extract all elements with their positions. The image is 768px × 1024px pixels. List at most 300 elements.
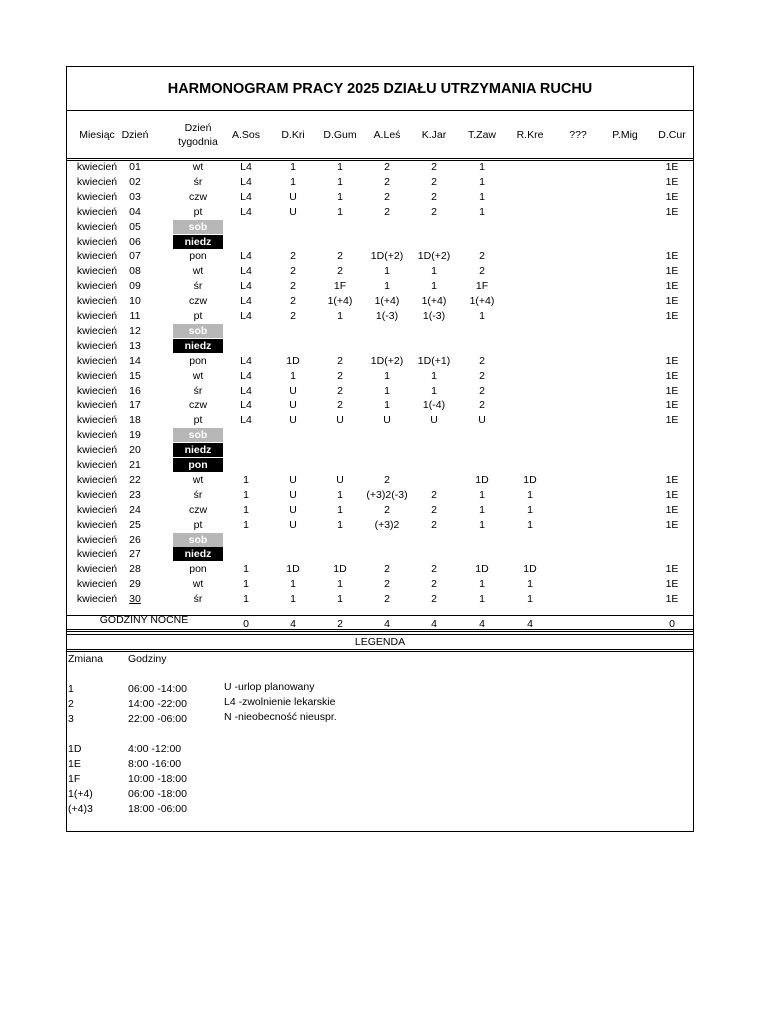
header-7: K.Jar bbox=[421, 129, 447, 141]
weekday-cell: wt bbox=[192, 578, 204, 591]
shift-cell: 1 bbox=[384, 280, 390, 293]
table-row bbox=[67, 205, 693, 220]
shift-cell: 2 bbox=[290, 280, 296, 293]
header-10: ??? bbox=[569, 129, 587, 141]
day-cell: 29 bbox=[129, 578, 141, 591]
table-row bbox=[67, 458, 693, 473]
day-cell: 27 bbox=[129, 548, 141, 561]
shift-cell: U bbox=[430, 414, 438, 427]
weekend-day-cell: niedz bbox=[173, 235, 223, 249]
table-row bbox=[67, 354, 693, 369]
shift-cell: 2 bbox=[479, 354, 485, 367]
shift-cell: 2 bbox=[431, 190, 437, 203]
month-cell: kwiecień bbox=[76, 161, 118, 173]
shift-cell: L4 bbox=[240, 205, 252, 218]
legend-absence-code: N -nieobecność nieuspr. bbox=[224, 711, 337, 723]
day-cell: 13 bbox=[129, 339, 141, 352]
day-cell: 17 bbox=[129, 399, 141, 412]
shift-cell: 1D bbox=[523, 563, 537, 576]
shift-cell: L4 bbox=[240, 190, 252, 203]
shift-cell: 1D(+2) bbox=[417, 250, 451, 263]
shift-cell: 2 bbox=[431, 518, 437, 531]
month-cell: kwiecień bbox=[76, 503, 118, 516]
shift-cell: U bbox=[289, 518, 297, 531]
shift-cell: 1 bbox=[431, 384, 437, 397]
header-11: P.Mig bbox=[612, 129, 638, 141]
shift-cell: L4 bbox=[240, 265, 252, 278]
header-4: D.Kri bbox=[281, 129, 305, 141]
shift-cell: U bbox=[336, 473, 344, 486]
shift-cell: 1 bbox=[479, 518, 485, 531]
day-cell: 10 bbox=[129, 295, 141, 308]
weekend-day-cell: niedz bbox=[173, 547, 223, 561]
shift-cell: 2 bbox=[384, 593, 390, 606]
legend-col-godziny: Godziny bbox=[128, 653, 167, 665]
shift-cell: L4 bbox=[240, 280, 252, 293]
shift-cell: 2 bbox=[384, 563, 390, 576]
table-row bbox=[67, 547, 693, 562]
month-cell: kwiecień bbox=[76, 384, 118, 397]
month-cell: kwiecień bbox=[76, 578, 118, 591]
shift-cell: 1E bbox=[665, 250, 679, 263]
legend-shift-hours: 10:00 -18:00 bbox=[128, 773, 187, 785]
shift-cell: 1D bbox=[333, 563, 347, 576]
month-cell: kwiecień bbox=[76, 324, 118, 337]
shift-cell: L4 bbox=[240, 414, 252, 427]
shift-cell: L4 bbox=[240, 384, 252, 397]
shift-cell: 1E bbox=[665, 563, 679, 576]
shift-cell: 1 bbox=[527, 488, 533, 501]
weekday-cell: czw bbox=[188, 503, 208, 516]
weekday-cell: pon bbox=[189, 354, 207, 367]
shift-cell: 1 bbox=[290, 175, 296, 188]
shift-cell: L4 bbox=[240, 354, 252, 367]
legend-shift-hours: 22:00 -06:00 bbox=[128, 713, 187, 725]
month-cell: kwiecień bbox=[76, 310, 118, 322]
shift-cell: 1E bbox=[665, 354, 679, 367]
weekday-cell: czw bbox=[188, 399, 208, 412]
shift-cell: 2 bbox=[290, 310, 296, 322]
shift-cell: 1E bbox=[665, 190, 679, 203]
day-cell: 09 bbox=[129, 280, 141, 293]
day-cell: 26 bbox=[129, 533, 141, 546]
shift-cell: L4 bbox=[240, 161, 252, 173]
table-row bbox=[67, 503, 693, 518]
shift-cell: 1 bbox=[479, 310, 485, 322]
month-cell: kwiecień bbox=[76, 593, 118, 606]
weekday-cell: pon bbox=[189, 563, 207, 576]
shift-cell: U bbox=[336, 414, 344, 427]
shift-cell: 1 bbox=[290, 578, 296, 591]
shift-cell: 1E bbox=[665, 518, 679, 531]
day-cell: 04 bbox=[129, 205, 141, 218]
legend-shift-hours: 14:00 -22:00 bbox=[128, 698, 187, 710]
shift-cell: 1 bbox=[243, 578, 249, 591]
totals-cell: 4 bbox=[527, 618, 533, 630]
header-6: A.Leś bbox=[373, 129, 401, 141]
shift-cell: U bbox=[289, 473, 297, 486]
shift-cell: 1 bbox=[243, 563, 249, 576]
day-cell: 30 bbox=[129, 593, 141, 606]
table-row bbox=[67, 398, 693, 413]
day-cell: 28 bbox=[129, 563, 141, 576]
shift-cell: 1 bbox=[479, 175, 485, 188]
table-row bbox=[67, 175, 693, 190]
shift-cell: 1 bbox=[243, 518, 249, 531]
legend-shift-hours: 4:00 -12:00 bbox=[128, 743, 182, 755]
header-1: Dzień bbox=[121, 129, 149, 141]
shift-cell: 1(+4) bbox=[327, 295, 353, 308]
shift-cell: L4 bbox=[240, 369, 252, 382]
shift-cell: 1D bbox=[286, 354, 300, 367]
shift-cell: 1 bbox=[243, 503, 249, 516]
shift-cell: 2 bbox=[384, 473, 390, 486]
shift-cell: U bbox=[289, 399, 297, 412]
totals-divider bbox=[67, 629, 693, 632]
shift-cell: 2 bbox=[479, 369, 485, 382]
weekday-cell: pt bbox=[193, 205, 203, 218]
table-row bbox=[67, 488, 693, 503]
day-cell: 23 bbox=[129, 488, 141, 501]
shift-cell: (+3)2(-3) bbox=[366, 488, 408, 501]
shift-cell: 1 bbox=[337, 488, 343, 501]
shift-cell: 2 bbox=[431, 205, 437, 218]
shift-cell: 2 bbox=[431, 488, 437, 501]
table-row bbox=[67, 473, 693, 488]
month-cell: kwiecień bbox=[76, 295, 118, 308]
legend-shift-code: 1F bbox=[68, 773, 81, 785]
table-row bbox=[67, 279, 693, 294]
shift-cell: 2 bbox=[337, 354, 343, 367]
legend-shift-hours: 06:00 -18:00 bbox=[128, 788, 187, 800]
page-title: HARMONOGRAM PRACY 2025 DZIAŁU UTRZYMANIA RUCHU bbox=[67, 67, 693, 111]
table-row bbox=[67, 384, 693, 399]
shift-cell: 1(+4) bbox=[374, 295, 400, 308]
shift-cell: 1E bbox=[665, 473, 679, 486]
day-cell: 02 bbox=[129, 175, 141, 188]
shift-cell: 1E bbox=[665, 414, 679, 427]
header-0: Miesiąc bbox=[79, 129, 115, 141]
day-cell: 20 bbox=[129, 444, 141, 457]
shift-cell: 1D(+2) bbox=[370, 354, 404, 367]
totals-cell: 4 bbox=[290, 618, 296, 630]
shift-cell: 1 bbox=[479, 190, 485, 203]
shift-cell: 2 bbox=[479, 399, 485, 412]
table-row bbox=[67, 518, 693, 533]
shift-cell: 2 bbox=[337, 384, 343, 397]
shift-cell: 2 bbox=[384, 205, 390, 218]
weekday-cell: wt bbox=[192, 265, 204, 278]
shift-cell: U bbox=[289, 503, 297, 516]
shift-cell: 2 bbox=[479, 250, 485, 263]
legend-top-line bbox=[67, 634, 693, 635]
header-day-of-week: Dzień tygodnia bbox=[178, 122, 218, 148]
shift-cell: 2 bbox=[431, 503, 437, 516]
month-cell: kwiecień bbox=[76, 414, 118, 427]
day-cell: 24 bbox=[129, 503, 141, 516]
shift-cell: L4 bbox=[240, 175, 252, 188]
shift-cell: 1 bbox=[337, 578, 343, 591]
legend-shift-code: 1(+4) bbox=[68, 788, 93, 800]
shift-cell: 1(+4) bbox=[469, 295, 495, 308]
shift-cell: 1(-4) bbox=[422, 399, 446, 412]
totals-cell: 2 bbox=[337, 618, 343, 630]
shift-cell: 1 bbox=[243, 593, 249, 606]
shift-cell: U bbox=[289, 190, 297, 203]
shift-cell: 1 bbox=[337, 175, 343, 188]
shift-cell: 1 bbox=[337, 503, 343, 516]
day-cell: 19 bbox=[129, 429, 141, 442]
shift-cell: 1F bbox=[475, 280, 489, 293]
table-header bbox=[67, 111, 693, 161]
month-cell: kwiecień bbox=[76, 429, 118, 442]
shift-cell: 2 bbox=[337, 399, 343, 412]
day-cell: 06 bbox=[129, 235, 141, 248]
month-cell: kwiecień bbox=[76, 444, 118, 457]
day-cell: 12 bbox=[129, 324, 141, 337]
shift-cell: 1(+4) bbox=[421, 295, 447, 308]
shift-cell: 1E bbox=[665, 593, 679, 606]
shift-cell: 2 bbox=[479, 265, 485, 278]
month-cell: kwiecień bbox=[76, 265, 118, 278]
shift-cell: 1F bbox=[333, 280, 347, 293]
shift-cell: 1 bbox=[290, 161, 296, 173]
shift-cell: 1E bbox=[665, 310, 679, 322]
totals-label: GODZINY NOCNE bbox=[99, 614, 189, 626]
totals-cell: 0 bbox=[243, 618, 249, 630]
weekday-cell: wt bbox=[192, 473, 204, 486]
month-cell: kwiecień bbox=[76, 459, 118, 471]
weekday-cell: śr bbox=[193, 593, 203, 606]
table-row bbox=[67, 339, 693, 354]
shift-cell: 2 bbox=[384, 190, 390, 203]
shift-cell: U bbox=[289, 384, 297, 397]
totals-cell: 0 bbox=[669, 618, 675, 630]
weekday-cell: pon bbox=[189, 250, 207, 263]
shift-cell: 1E bbox=[665, 265, 679, 278]
month-cell: kwiecień bbox=[76, 518, 118, 531]
shift-cell: 1 bbox=[479, 578, 485, 591]
shift-cell: 1 bbox=[337, 593, 343, 606]
month-cell: kwiecień bbox=[76, 488, 118, 501]
shift-cell: 2 bbox=[384, 161, 390, 173]
shift-cell: (+3)2 bbox=[374, 518, 400, 531]
header-8: T.Zaw bbox=[467, 129, 497, 141]
shift-cell: 1E bbox=[665, 205, 679, 218]
shift-cell: 1 bbox=[479, 503, 485, 516]
day-cell: 22 bbox=[129, 473, 141, 486]
weekday-cell: wt bbox=[192, 161, 204, 173]
shift-cell: 1 bbox=[384, 399, 390, 412]
shift-cell: 2 bbox=[384, 175, 390, 188]
table-row bbox=[67, 309, 693, 324]
shift-cell: 2 bbox=[337, 369, 343, 382]
weekend-day-cell: niedz bbox=[173, 443, 223, 457]
legend-shift-code: 2 bbox=[68, 698, 74, 710]
shift-cell: 1 bbox=[384, 384, 390, 397]
shift-cell: 2 bbox=[290, 250, 296, 263]
day-cell: 15 bbox=[129, 369, 141, 382]
month-cell: kwiecień bbox=[76, 563, 118, 576]
shift-cell: 1E bbox=[665, 399, 679, 412]
month-cell: kwiecień bbox=[76, 473, 118, 486]
table-row bbox=[67, 369, 693, 384]
weekday-cell: śr bbox=[193, 384, 203, 397]
legend-absence-code: L4 -zwolnienie lekarskie bbox=[224, 696, 336, 708]
shift-cell: 1E bbox=[665, 161, 679, 173]
weekend-day-cell: sob bbox=[173, 220, 223, 234]
day-cell: 18 bbox=[129, 414, 141, 427]
month-cell: kwiecień bbox=[76, 235, 118, 248]
shift-cell: 2 bbox=[337, 265, 343, 278]
shift-cell: 1 bbox=[479, 488, 485, 501]
shift-cell: 1E bbox=[665, 280, 679, 293]
shift-cell: 1 bbox=[337, 518, 343, 531]
shift-cell: 1 bbox=[479, 593, 485, 606]
shift-cell: 2 bbox=[431, 593, 437, 606]
header-5: D.Gum bbox=[323, 129, 357, 141]
table-row bbox=[67, 562, 693, 577]
weekend-day-cell: niedz bbox=[173, 339, 223, 353]
totals-cell: 4 bbox=[384, 618, 390, 630]
shift-cell: U bbox=[289, 488, 297, 501]
weekday-cell: wt bbox=[192, 369, 204, 382]
weekend-day-cell: sob bbox=[173, 533, 223, 547]
day-cell: 03 bbox=[129, 190, 141, 203]
day-cell: 11 bbox=[129, 310, 141, 322]
shift-cell: 2 bbox=[384, 503, 390, 516]
weekend-day-cell: sob bbox=[173, 324, 223, 338]
day-cell: 08 bbox=[129, 265, 141, 278]
shift-cell: 2 bbox=[431, 161, 437, 173]
shift-cell: 1 bbox=[527, 593, 533, 606]
shift-cell: 1 bbox=[431, 369, 437, 382]
day-cell: 07 bbox=[129, 250, 141, 263]
shift-cell: L4 bbox=[240, 250, 252, 263]
totals-cell: 4 bbox=[479, 618, 485, 630]
shift-cell: 1 bbox=[290, 593, 296, 606]
shift-cell: 1 bbox=[384, 265, 390, 278]
shift-cell: 1 bbox=[479, 161, 485, 173]
shift-cell: 1 bbox=[431, 265, 437, 278]
shift-cell: 2 bbox=[431, 563, 437, 576]
day-cell: 01 bbox=[129, 161, 141, 173]
shift-cell: 2 bbox=[337, 250, 343, 263]
shift-cell: 2 bbox=[431, 175, 437, 188]
legend-title: LEGENDA bbox=[354, 636, 406, 648]
shift-cell: 1E bbox=[665, 369, 679, 382]
shift-cell: 1D bbox=[523, 473, 537, 486]
weekday-cell: pt bbox=[193, 518, 203, 531]
table-row bbox=[67, 249, 693, 264]
legend-shift-code: 1E bbox=[68, 758, 81, 770]
day-cell: 16 bbox=[129, 384, 141, 397]
month-cell: kwiecień bbox=[76, 369, 118, 382]
weekday-cell: śr bbox=[193, 488, 203, 501]
shift-cell: 1E bbox=[665, 175, 679, 188]
shift-cell: U bbox=[289, 414, 297, 427]
day-cell: 05 bbox=[129, 220, 141, 233]
legend-shift-hours: 06:00 -14:00 bbox=[128, 683, 187, 695]
table-row bbox=[67, 324, 693, 339]
shift-cell: L4 bbox=[240, 399, 252, 412]
table-row bbox=[67, 264, 693, 279]
day-cell: 25 bbox=[129, 518, 141, 531]
shift-cell: U bbox=[478, 414, 486, 427]
weekday-cell: śr bbox=[193, 175, 203, 188]
legend-col-zmiana: Zmiana bbox=[68, 653, 104, 665]
shift-cell: 1 bbox=[527, 503, 533, 516]
month-cell: kwiecień bbox=[76, 548, 118, 561]
month-cell: kwiecień bbox=[76, 399, 118, 412]
shift-cell: 1E bbox=[665, 488, 679, 501]
shift-cell: 1E bbox=[665, 578, 679, 591]
shift-cell: 1 bbox=[290, 369, 296, 382]
shift-cell: 1(-3) bbox=[375, 310, 399, 322]
shift-cell: 1 bbox=[527, 578, 533, 591]
shift-cell: U bbox=[289, 205, 297, 218]
month-cell: kwiecień bbox=[76, 250, 118, 263]
schedule-sheet bbox=[66, 66, 694, 832]
shift-cell: L4 bbox=[240, 295, 252, 308]
weekday-cell: pt bbox=[193, 414, 203, 427]
legend-shift-code: 3 bbox=[68, 713, 74, 725]
header-3: A.Sos bbox=[231, 129, 261, 141]
weekday-cell: pt bbox=[193, 310, 203, 322]
shift-cell: 1 bbox=[337, 190, 343, 203]
totals-cell: 4 bbox=[431, 618, 437, 630]
month-cell: kwiecień bbox=[76, 354, 118, 367]
table-row bbox=[67, 235, 693, 250]
shift-cell: 1D bbox=[475, 473, 489, 486]
month-cell: kwiecień bbox=[76, 533, 118, 546]
shift-cell: 2 bbox=[479, 384, 485, 397]
weekend-day-cell: pon bbox=[173, 458, 223, 472]
month-cell: kwiecień bbox=[76, 205, 118, 218]
shift-cell: 1D bbox=[286, 563, 300, 576]
shift-cell: 1(-3) bbox=[422, 310, 446, 322]
weekend-day-cell: sob bbox=[173, 428, 223, 442]
table-row bbox=[67, 294, 693, 309]
header-12: D.Cur bbox=[658, 129, 686, 141]
table-row bbox=[67, 443, 693, 458]
shift-cell: 1D(+2) bbox=[370, 250, 404, 263]
month-cell: kwiecień bbox=[76, 220, 118, 233]
table-row bbox=[67, 160, 693, 175]
shift-cell: 1E bbox=[665, 295, 679, 308]
legend-shift-code: (+4)3 bbox=[68, 803, 93, 815]
header-9: R.Kre bbox=[516, 129, 544, 141]
table-row bbox=[67, 577, 693, 592]
legend-shift-code: 1D bbox=[68, 743, 82, 755]
table-row bbox=[67, 190, 693, 205]
legend-absence-code: U -urlop planowany bbox=[224, 681, 315, 693]
shift-cell: 1 bbox=[479, 205, 485, 218]
table-row bbox=[67, 428, 693, 443]
weekday-cell: czw bbox=[188, 295, 208, 308]
shift-cell: U bbox=[383, 414, 391, 427]
legend-shift-hours: 8:00 -16:00 bbox=[128, 758, 182, 770]
shift-cell: 2 bbox=[431, 578, 437, 591]
shift-cell: 2 bbox=[290, 295, 296, 308]
shift-cell: 2 bbox=[290, 265, 296, 278]
day-cell: 14 bbox=[129, 354, 141, 367]
shift-cell: 1E bbox=[665, 503, 679, 516]
month-cell: kwiecień bbox=[76, 175, 118, 188]
month-cell: kwiecień bbox=[76, 190, 118, 203]
weekday-cell: śr bbox=[193, 280, 203, 293]
legend-divider bbox=[67, 649, 693, 652]
